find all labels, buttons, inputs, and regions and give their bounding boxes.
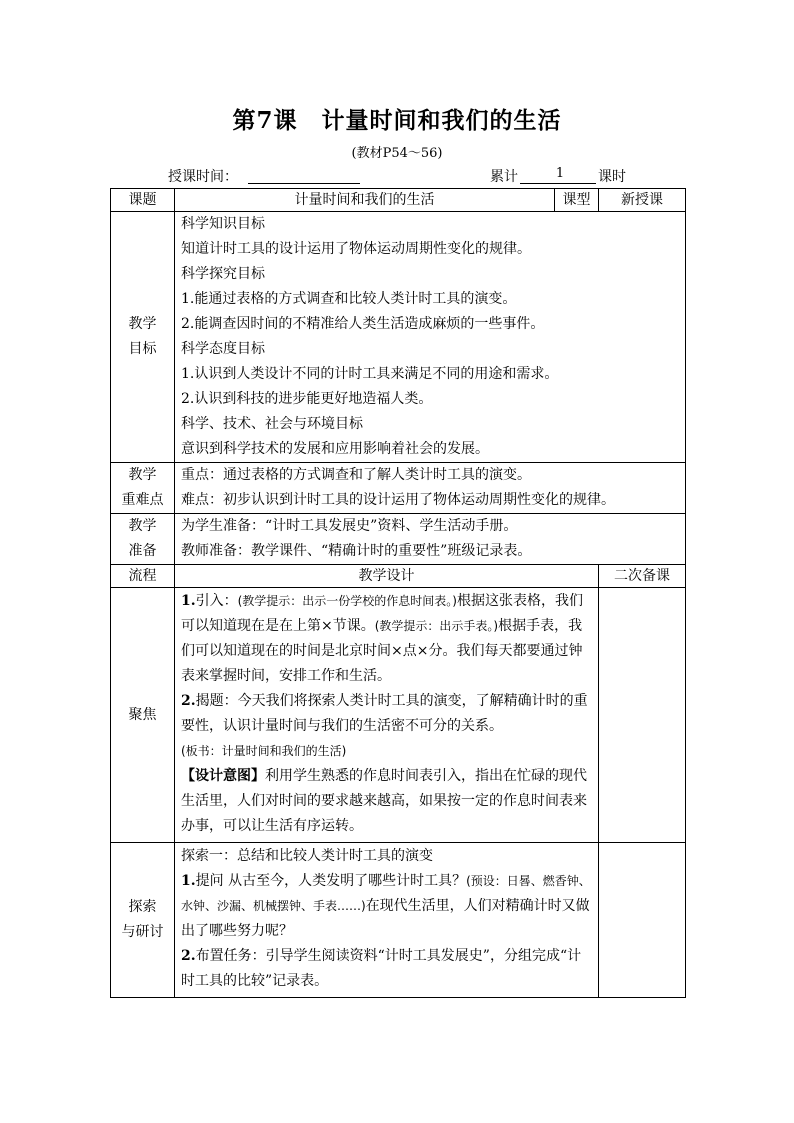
focus-design-intent: 【设计意图】利用学生熟悉的作息时间表引入，指出在忙碌的现代生活里，人们对时间的要求越来越高，如果按一定的作息时间表来办事，可以让生活有序运转。: [181, 768, 587, 834]
goal-line: 科学态度目标: [181, 341, 265, 357]
focus-intro: 1.引入：(教学提示：出示一份学校的作息时间表。)根据这张表格，我们可以知道现在是在上第×节课。(教学提示：出示手表。)根据手表，我们可以知道现在的时间是北京时间×点×分。我们每天都要通过钟表来掌握时间，安排工作和生活。: [181, 593, 583, 684]
explore-row: [111, 843, 686, 998]
goal-line: 知道计时工具的设计运用了物体运动周期性变化的规律。: [181, 241, 531, 257]
teaching-time-blank[interactable]: [248, 183, 360, 184]
teaching-time-label: 授课时间：: [168, 169, 238, 185]
focus-reveal: 2.揭题：今天我们将探索人类计时工具的演变，了解精确计时的重要性，认识计量时间与我们的生活密不可分的关系。: [181, 693, 588, 734]
goal-line: 1.认识到人类设计不同的计时工具来满足不同的用途和需求。: [181, 366, 559, 382]
keypoint-line: 难点：初步认识到计时工具的设计运用了物体运动周期性变化的规律。: [181, 492, 615, 508]
total-value: 1: [555, 166, 565, 181]
total-label: 累计: [490, 169, 518, 185]
lesson-info-line: [168, 166, 688, 186]
lesson-title-text: 计量时间和我们的生活: [321, 107, 562, 134]
goals-label: 教学 目标: [111, 212, 175, 463]
backup-label: 二次备课: [599, 565, 686, 588]
goal-line: 2.认识到科技的进步能更好地造福人类。: [181, 391, 433, 407]
total-blank: [520, 183, 596, 184]
goal-line: 科学知识目标: [181, 216, 265, 232]
goal-line: 意识到科学技术的发展和应用影响着社会的发展。: [181, 441, 489, 457]
explore-task: 2.布置任务：引导学生阅读资料“计时工具发展史”，分组完成“计时工具的比较”记录表。: [181, 948, 582, 989]
focus-backup-cell[interactable]: [599, 588, 686, 843]
keypoints-label: 教学 重难点: [111, 463, 175, 514]
flow-label: 流程: [111, 565, 175, 588]
focus-content: [175, 588, 599, 843]
lesson-number: 第7课: [232, 107, 298, 134]
goal-line: 科学探究目标: [181, 266, 265, 282]
keypoint-line: 重点：通过表格的方式调查和了解人类计时工具的演变。: [181, 467, 531, 483]
explore-label: 探索 与研讨: [111, 843, 175, 998]
textbook-reference: (教材P54～56): [351, 146, 443, 161]
topic-value: 计量时间和我们的生活: [175, 189, 555, 212]
prep-content: [175, 514, 686, 565]
focus-board-note: (板书：计量时间和我们的生活): [181, 744, 347, 758]
goal-line: 1.能通过表格的方式调查和比较人类计时工具的演变。: [181, 291, 517, 307]
design-label: 教学设计: [175, 565, 599, 588]
prep-line: 为学生准备：“计时工具发展史”资料、学生活动手册。: [181, 518, 518, 534]
explore-question: 1.提问 从古至今，人类发明了哪些计时工具？(预设：日晷、燃香钟、水钟、沙漏、机械摆钟、手表……)在现代生活里，人们对精确计时又做出了哪些努力呢？: [181, 873, 591, 939]
goal-line: 科学、技术、社会与环境目标: [181, 416, 363, 432]
focus-label: 聚焦: [111, 588, 175, 843]
goals-row: [111, 212, 686, 463]
type-label: 课型: [555, 189, 599, 212]
focus-row: [111, 588, 686, 843]
unit-label: 课时: [598, 169, 626, 185]
topic-label: 课题: [111, 189, 175, 212]
lesson-title: [0, 102, 794, 135]
lesson-plan-table: [110, 188, 686, 998]
keypoints-content: [175, 463, 686, 514]
section-header-row: [111, 565, 686, 588]
prep-line: 教师准备：教学课件、“精确计时的重要性”班级记录表。: [181, 543, 532, 559]
keypoints-row: [111, 463, 686, 514]
goal-line: 2.能调查因时间的不精准给人类生活造成麻烦的一些事件。: [181, 316, 545, 332]
topic-row: [111, 189, 686, 212]
goals-content: [175, 212, 686, 463]
prep-label: 教学 准备: [111, 514, 175, 565]
explore-backup-cell[interactable]: [599, 843, 686, 998]
type-value: 新授课: [599, 189, 686, 212]
explore-content: [175, 843, 599, 998]
prep-row: [111, 514, 686, 565]
explore-heading: 探索一：总结和比较人类计时工具的演变: [181, 848, 433, 864]
